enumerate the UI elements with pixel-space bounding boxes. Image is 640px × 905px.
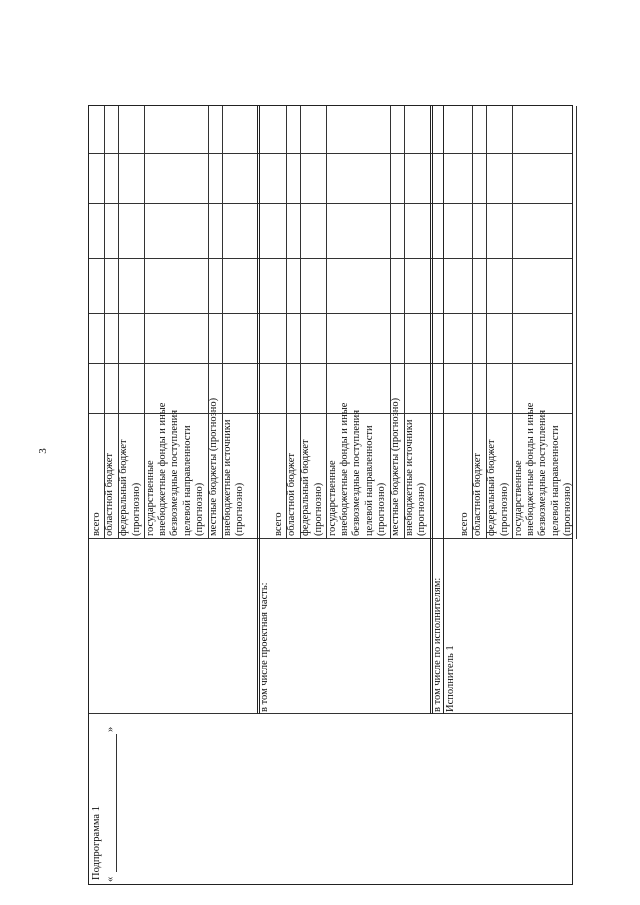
value-col-5 — [89, 203, 572, 204]
budget-row-line: всего — [458, 512, 470, 536]
budget-row-line: всего — [90, 512, 102, 536]
budget-row-line: (прогнозно) — [194, 482, 206, 536]
budget-row-line: безвозмездные поступления — [537, 409, 549, 536]
col-sep-2 — [89, 538, 572, 539]
b2-subheading: Исполнитель 1 — [445, 645, 456, 712]
budget-row-line: федеральный бюджет — [300, 439, 312, 536]
budget-row-line: (прогнозно) — [234, 482, 246, 536]
b2-heading: в том числе по исполнителям: — [432, 577, 443, 712]
budget-row-line: внебюджетные фонды и иные — [339, 402, 350, 536]
budget-row-label — [104, 453, 116, 536]
budget-row-line: федеральный бюджет — [486, 439, 498, 536]
budget-row-label — [145, 403, 207, 536]
budget-row-line: безвозмездные поступления — [351, 409, 363, 536]
page-number: 3 — [36, 448, 49, 454]
value-col-3 — [89, 313, 572, 314]
budget-row-line: местные бюджеты (прогнозно) — [208, 397, 220, 536]
budget-row-line: (прогнозно) — [562, 482, 574, 536]
budget-row-line: местные бюджеты (прогнозно) — [390, 397, 402, 536]
program-quote-close: » — [105, 726, 116, 732]
budget-row-line: внебюджетные фонды и иные — [157, 402, 168, 536]
budget-row-label — [118, 439, 143, 536]
budget-row-line: областной бюджет — [286, 453, 298, 536]
budget-row-label — [300, 439, 325, 536]
budget-row-label — [472, 453, 484, 536]
row-divider — [576, 106, 577, 539]
budget-row-label — [486, 439, 511, 536]
value-col-4 — [89, 258, 572, 259]
budget-row-line: безвозмездные поступления — [169, 409, 181, 536]
budget-row-line: областной бюджет — [472, 453, 484, 536]
budget-row-line: федеральный бюджет — [118, 439, 130, 536]
budget-row-label — [390, 398, 402, 536]
budget-row-line: (прогнозно) — [376, 482, 388, 536]
budget-row-label — [273, 512, 285, 536]
budget-row-line: (прогнозно) — [312, 482, 324, 536]
rotated-table — [88, 105, 573, 885]
b1-heading: в том числе проектная часть: — [259, 582, 270, 712]
budget-row-label — [222, 419, 247, 536]
col-sep-1 — [89, 713, 572, 714]
budget-row-line: областной бюджет — [104, 453, 116, 536]
budget-row-label — [286, 453, 298, 536]
budget-row-label — [208, 398, 220, 536]
budget-row-line: внебюджетные источники — [222, 419, 233, 536]
budget-row-line: всего — [272, 512, 284, 536]
budget-row-line: внебюджетные источники — [404, 419, 415, 536]
budget-row-label — [513, 403, 575, 536]
budget-row-line: (прогнозно) — [416, 482, 428, 536]
value-col-2 — [89, 363, 572, 364]
block-sep-3 — [443, 106, 444, 714]
budget-row-label — [404, 419, 429, 536]
budget-table — [88, 105, 573, 885]
program-quote-open: « — [105, 876, 116, 882]
budget-row-label — [327, 403, 389, 536]
budget-row-line: государственные — [144, 460, 156, 536]
budget-row-line: целевой направленности — [363, 425, 375, 536]
budget-row-label — [91, 512, 103, 536]
budget-row-line: целевой направленности — [181, 425, 193, 536]
block-sep-2 — [430, 106, 433, 714]
value-col-6 — [89, 153, 572, 154]
budget-row-label — [459, 512, 471, 536]
program-name-blank — [116, 734, 117, 872]
budget-row-line: (прогнозно) — [498, 482, 510, 536]
block-sep-1 — [257, 106, 260, 714]
budget-row-line: внебюджетные фонды и иные — [525, 402, 536, 536]
budget-row-line: государственные — [512, 460, 524, 536]
budget-row-line: целевой направленности — [549, 425, 561, 536]
budget-row-line: (прогнозно) — [130, 482, 142, 536]
budget-row-line: государственные — [326, 460, 338, 536]
program-title: Подпрограмма 1 — [91, 806, 102, 880]
